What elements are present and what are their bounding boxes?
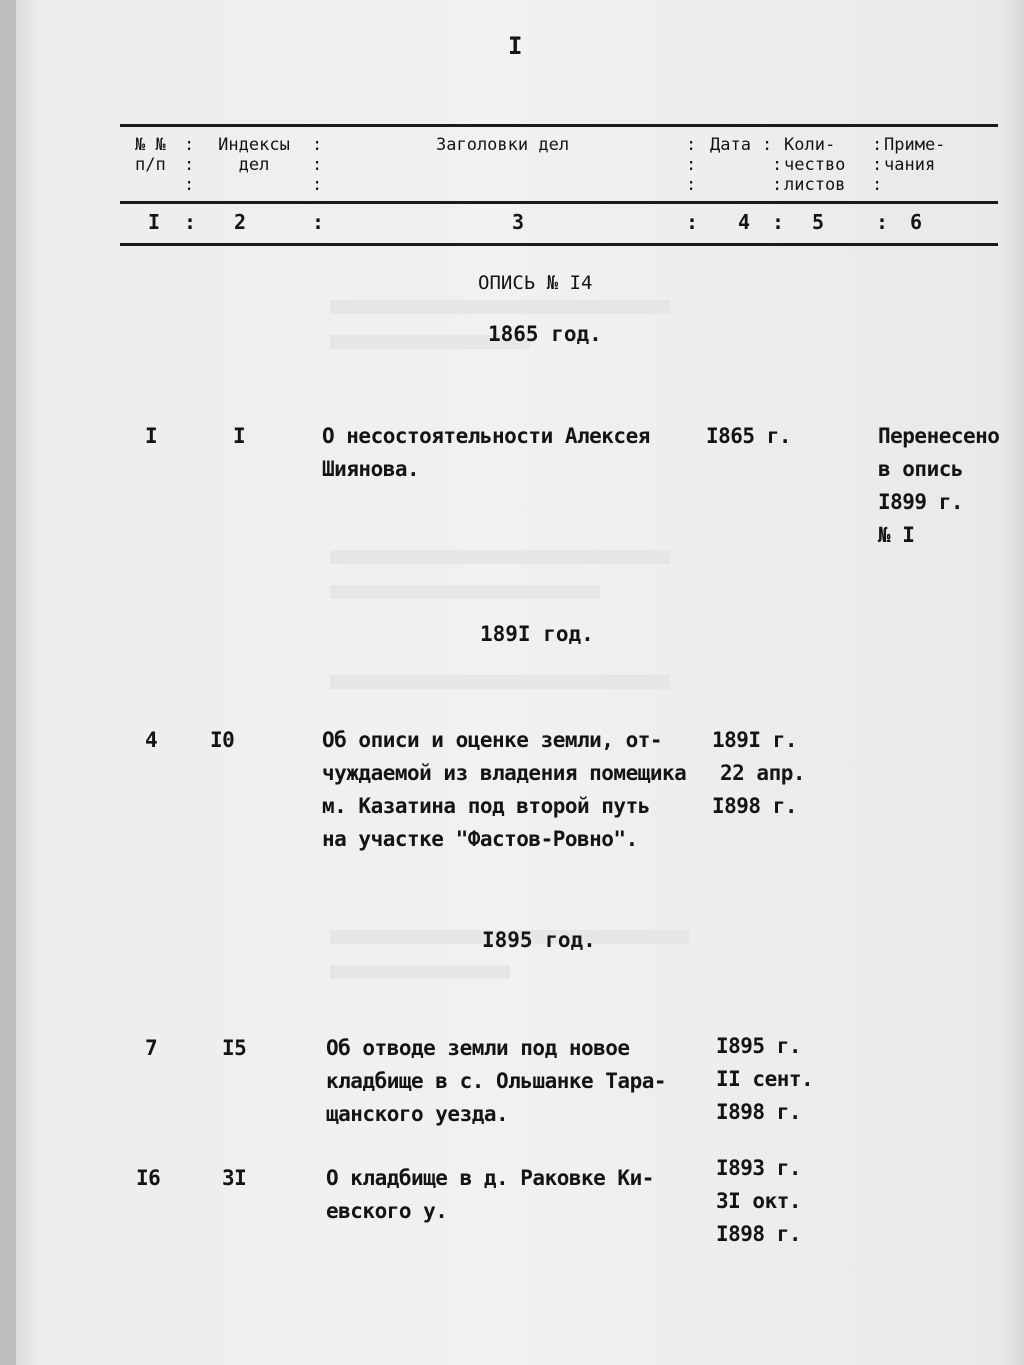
year-heading: 189I год. <box>480 622 594 646</box>
header-col5-line3: листов <box>784 175 846 195</box>
entry-note-line: № I <box>878 523 915 547</box>
entry-number: 7 <box>145 1036 158 1060</box>
entry-index: I <box>233 424 246 448</box>
entry-index: I0 <box>210 728 235 752</box>
separator: : <box>772 155 783 175</box>
entry-date-line: I865 г. <box>706 424 792 448</box>
entry-date <box>712 724 805 823</box>
entry-title-line: О несостоятельности Алексея <box>322 424 650 448</box>
page-number: I <box>508 32 523 60</box>
separator: : <box>312 135 323 155</box>
separator: : <box>312 210 325 234</box>
separator: : <box>686 155 697 175</box>
col-number-3: 3 <box>512 210 525 234</box>
header-col3 <box>436 135 569 155</box>
entry-note-line: в опись <box>878 457 964 481</box>
separator: : <box>762 135 773 155</box>
entry-date <box>706 420 791 453</box>
entry-title-line: О кладбище в д. Раковке Ки- <box>326 1166 654 1190</box>
header-col1-line2: п/п <box>135 155 166 175</box>
header-col4 <box>710 135 751 155</box>
entry-title-line: Шиянова. <box>322 457 420 481</box>
header-col1 <box>135 135 166 175</box>
entry-title <box>326 1162 654 1228</box>
entry-note-line: Перенесено <box>878 424 1000 448</box>
entry-title-line: Об отводе земли под новое <box>326 1036 630 1060</box>
entry-number: I <box>145 424 158 448</box>
header-col6-line1: Приме- <box>884 135 946 155</box>
separator: : <box>876 210 889 234</box>
entry-date-line: II сент. <box>716 1067 814 1091</box>
entry-date <box>716 1152 801 1251</box>
separator: : <box>686 210 699 234</box>
entry-date-line: I898 г. <box>712 794 798 818</box>
entry-index: 3I <box>222 1166 247 1190</box>
col-number-2: 2 <box>234 210 247 234</box>
col-number-1: I <box>148 210 161 234</box>
header-col3-line1: Заголовки дел <box>436 135 570 155</box>
entry-title-line: кладбище в с. Ольшанке Тара- <box>326 1069 667 1093</box>
separator: : <box>872 135 883 155</box>
entry-date-line: I893 г. <box>716 1156 802 1180</box>
year-heading: 1865 год. <box>488 322 602 346</box>
separator: : <box>184 175 195 195</box>
entry-title-line: Об описи и оценке земли, от- <box>322 728 663 752</box>
separator: : <box>872 175 883 195</box>
separator: : <box>686 175 697 195</box>
header-mid-rule <box>120 201 998 204</box>
separator: : <box>772 175 783 195</box>
entry-date-line: I895 г. <box>716 1034 802 1058</box>
entry-date-line: I898 г. <box>716 1222 802 1246</box>
header-col6 <box>884 135 945 175</box>
header-col2-line1: Индексы <box>218 135 290 155</box>
entry-title-line: щанского уезда. <box>326 1102 509 1126</box>
entry-date-line: I898 г. <box>716 1100 802 1124</box>
header-col5-line2: чество <box>784 155 846 175</box>
inventory-title: ОПИСЬ № I4 <box>478 272 593 294</box>
entry-number: I6 <box>136 1166 161 1190</box>
year-heading: I895 год. <box>482 928 596 952</box>
header-col1-line1: № № <box>135 135 166 155</box>
entry-index: I5 <box>222 1036 247 1060</box>
entry-title <box>322 420 650 486</box>
separator: : <box>184 155 195 175</box>
entry-number: 4 <box>145 728 158 752</box>
entry-title-line: чуждаемой из владения помещика <box>322 761 687 785</box>
entry-date-line: 22 апр. <box>720 761 806 785</box>
entry-date <box>716 1030 813 1129</box>
entry-title <box>322 724 686 856</box>
separator: : <box>872 155 883 175</box>
col-number-4: 4 <box>738 210 751 234</box>
separator: : <box>772 210 785 234</box>
entry-title <box>326 1032 666 1131</box>
separator: : <box>686 135 697 155</box>
header-bottom-rule <box>120 243 998 246</box>
header-col2-line2: дел <box>238 155 270 175</box>
col-number-5: 5 <box>812 210 825 234</box>
header-col6-line2: чания <box>884 155 936 175</box>
entry-note <box>878 420 999 552</box>
entry-title-line: на участке "Фастов-Ровно". <box>322 827 638 851</box>
header-col5 <box>784 135 845 195</box>
separator: : <box>312 155 323 175</box>
entry-note-line: I899 г. <box>878 490 964 514</box>
separator: : <box>184 210 197 234</box>
col-number-6: 6 <box>910 210 923 234</box>
separator: : <box>312 175 323 195</box>
header-top-rule <box>120 124 998 127</box>
header-col4-line1: Дата <box>710 135 751 155</box>
entry-title-line: м. Казатина под второй путь <box>322 794 650 818</box>
header-col5-line1: Коли- <box>784 135 836 155</box>
header-col2 <box>208 135 300 175</box>
entry-date-line: 189I г. <box>712 728 798 752</box>
entry-date-line: 3I окт. <box>716 1189 802 1213</box>
entry-title-line: евского у. <box>326 1199 448 1223</box>
separator: : <box>184 135 195 155</box>
page-edge-shadow <box>0 0 16 1365</box>
